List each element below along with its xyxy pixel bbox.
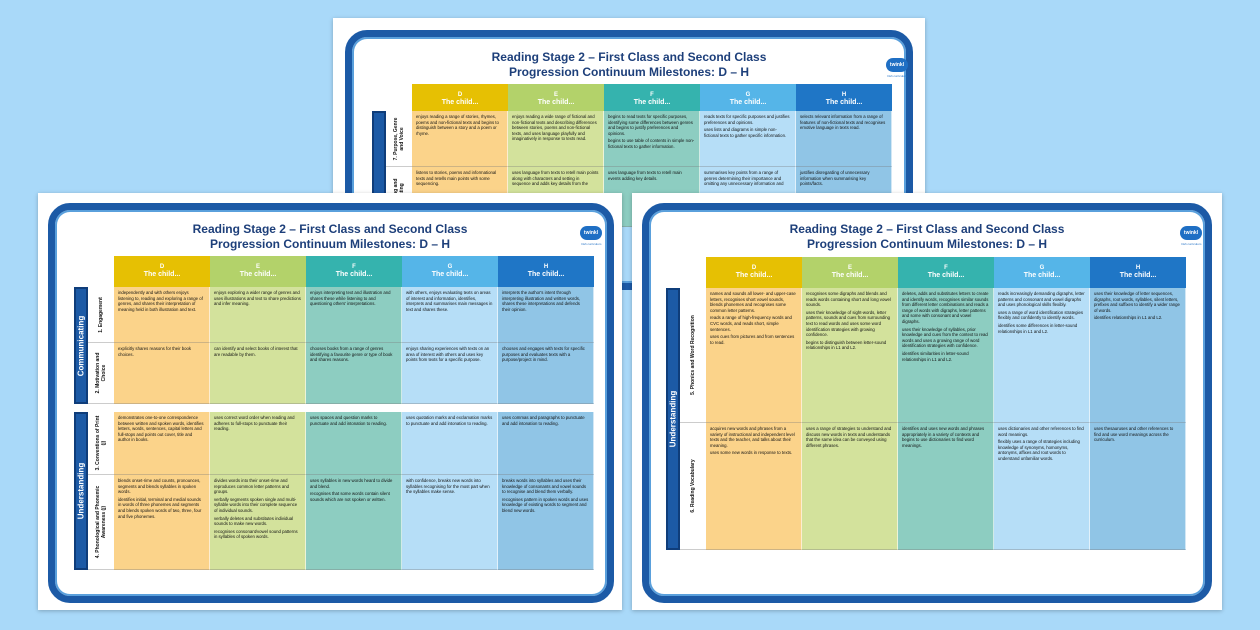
milestone-text: enjoys sharing experiences with texts on an area of interest with others and uses key points from texts for a specific purpose. [406, 346, 490, 363]
strand-label: Understanding [76, 462, 86, 520]
logo-subtext: Irish curriculum [887, 74, 908, 78]
document-subtitle: Progression Continuum Milestones: D – H [806, 237, 1048, 251]
column-header-d [706, 257, 802, 288]
column-letter: D [457, 92, 463, 98]
milestone-cell [1090, 423, 1186, 550]
milestone-text: acquires new words and phrases from a variety of instructional and independent level texts and the teacher, and talks about their meaning. [710, 426, 795, 448]
milestone-text: can identify and select books of interest that are readable by them. [214, 346, 298, 357]
milestone-text: verbally deletes and substitutes individual sounds to make new words. [214, 515, 294, 527]
outcome-label [88, 287, 114, 343]
milestone-cell [402, 343, 498, 404]
milestone-cell [306, 343, 402, 404]
outcome-label-text: 3. Conventions of Print (j) [95, 415, 107, 471]
milestone-cell [994, 423, 1090, 550]
milestone-text: reads texts for specific purposes and justifies preferences and opinions. [704, 114, 790, 125]
outcome-label [88, 343, 114, 404]
milestone-cell [898, 423, 994, 550]
column-letter: H [841, 92, 847, 98]
document-title: Reading Stage 2 – First Class and Second Class [192, 222, 468, 236]
milestone-text: divides words into their onset-rime and reproduces common letter patterns and groups. [214, 478, 289, 495]
column-label: The child... [1119, 272, 1157, 279]
milestone-text: uses a range of word identification strategies flexibly and confidently to identify words. [998, 309, 1084, 321]
milestone-text: uses language from texts to retell main points along with characters and setting in sequence and adds key details from the [512, 170, 599, 187]
milestone-text: uses spaces and question marks to punctuate and add intonation to reading. [310, 415, 387, 426]
milestone-cell [994, 288, 1090, 423]
milestone-text: begins to use table of contents in simple non-fictional texts to gather information. [608, 138, 695, 149]
strand-band [74, 287, 88, 404]
document-subtitle: Progression Continuum Milestones: D – H [508, 65, 750, 79]
milestone-text: enjoys reading a range of stories, rhymes, poems and non-fictional texts and begins to distinguish between a story and a poem or rhyme. [416, 114, 499, 136]
column-header-d [412, 84, 508, 111]
milestone-text: uses commas and paragraphs to punctuate and add intonation to reading. [502, 415, 585, 426]
milestone-text: selects relevant information from a range of features of non-fictional texts and recognises emotive language in texts read. [800, 114, 886, 131]
column-letter: D [159, 264, 165, 270]
milestone-text: identifies initial, terminal and medial sounds in words of three phonemes and segments and blends spoken words of two, three, four and five phonemes. [118, 496, 202, 519]
milestone-text: explicitly shares reasons for their book choices. [118, 346, 192, 357]
milestone-text: enjoys exploring a wider range of genres and uses illustrations and text to share predictions and infer meaning. [214, 290, 301, 307]
column-header-f [604, 84, 700, 111]
milestone-cell [796, 111, 892, 167]
column-header-d [114, 256, 210, 287]
milestone-text: uses quotation marks and exclamation marks to punctuate and add intonation to reading. [406, 415, 493, 426]
strand-label: Communicating [76, 315, 86, 376]
strand-band [74, 412, 88, 570]
milestone-text: flexibly uses a range of strategies including knowledge of synonyms, homonyms, antonyms, affixes and root words to understand unfamiliar words. [998, 439, 1080, 461]
column-label: The child... [729, 99, 767, 106]
milestone-cell [114, 412, 210, 475]
milestone-text: begins to distinguish between letter-sound relationships in L1 and L2. [806, 339, 887, 351]
column-header-f [898, 257, 994, 288]
milestone-text: independently and with others enjoys listening to, reading and exploring a range of genres, and shares their interpretation of meaning held in both illustration and text. [118, 290, 203, 312]
milestone-cell [306, 412, 402, 475]
column-label: The child... [527, 271, 565, 278]
column-label: The child... [633, 99, 671, 106]
milestone-text: uses their knowledge of letter sequences, digraphs, root words, syllables, silent letters, prefixes and suffixes to identify a wider range of words. [1094, 291, 1180, 313]
milestone-text: demonstrates one-to-one correspondence between written and spoken words, identifies letters, words, sentences, capital letters and full-stops and points out cover, title and author in books. [118, 415, 204, 443]
milestone-text: recognises some digraphs and blends and reads words containing short and long vowel sounds. [806, 291, 891, 308]
milestone-cell [114, 475, 210, 570]
milestone-text: summarises key points from a range of genres determining their importance and omitting any unnecessary information and [704, 170, 784, 187]
milestone-text: begins to read texts for specific purposes, identifying some differences between genres and begins to justify preferences and opinions. [608, 114, 693, 136]
column-header-h [796, 84, 892, 111]
milestone-cell [306, 475, 402, 570]
milestone-text: uses their knowledge of syllables, prior knowledge and cues from the context to read words and uses a growing range of word identification strategies with confidence. [902, 326, 988, 349]
column-label: The child... [431, 271, 469, 278]
milestone-cell [498, 412, 594, 475]
strand-label: Understanding [668, 390, 678, 448]
outcome-label [88, 475, 114, 570]
milestone-text: breaks words into syllables and uses their knowledge of consonants and vowel sounds to recognise and blend them verbally. [502, 478, 587, 495]
column-header-g [700, 84, 796, 111]
column-header-g [402, 256, 498, 287]
document-preview-left [38, 193, 622, 610]
milestone-text: uses correct word order when reading and adheres to full-stops to punctuate their reading. [214, 415, 295, 432]
column-header-e [508, 84, 604, 111]
column-letter: G [447, 264, 453, 270]
milestone-cell [604, 111, 700, 167]
milestone-text: chooses and engages with texts for specific purposes and evaluates texts with a purpose/project in mind. [502, 346, 585, 363]
milestone-text: identifies some differences in letter-sound relationships in L1 and L2. [998, 322, 1078, 334]
milestone-cell [802, 423, 898, 550]
milestone-cell [210, 343, 306, 404]
milestone-text: uses language from texts to retell main events adding key details. [608, 170, 682, 181]
milestone-cell [498, 475, 594, 570]
milestone-cell [402, 475, 498, 570]
milestone-cell [498, 287, 594, 343]
outcome-label [680, 423, 706, 550]
outcome-label-text: 1. Engagement [98, 296, 104, 333]
twinkl-logo: twinkl [580, 226, 602, 240]
outcome-label-text: 6. Reading Vocabulary [690, 459, 696, 513]
document-title: Reading Stage 2 – First Class and Second Class [491, 50, 767, 64]
milestone-cell [498, 343, 594, 404]
column-letter: E [847, 265, 852, 271]
milestone-cell [700, 111, 796, 167]
milestone-text: enjoys reading a wide range of fictional and non-fictional texts and describing differences between stories, poems and non-fictional texts, and uses language playfully and imaginatively in response to texts read. [512, 114, 597, 142]
milestone-cell [706, 423, 802, 550]
outcome-label-text: 5. Phonics and Word Recognition [690, 315, 696, 395]
document-preview-back [333, 18, 925, 200]
strand-band [666, 288, 680, 550]
outcome-label [680, 288, 706, 423]
milestone-text: uses cues from pictures and from sentences to read. [710, 334, 795, 345]
column-header-h [1090, 257, 1186, 288]
column-letter: F [650, 92, 654, 98]
milestone-text: uses their knowledge of sight-words, letter patterns, sounds and cues from surrounding text to read words and uses some word identification strategies with growing confidence. [806, 309, 891, 338]
milestone-cell [210, 475, 306, 570]
milestone-text: uses a range of strategies to understand and discuss new words in texts and understands that the same idea can be conveyed using different phrases. [806, 426, 892, 448]
outcome-label [386, 111, 412, 167]
column-letter: E [553, 92, 558, 98]
column-letter: G [1039, 265, 1045, 271]
column-label: The child... [239, 271, 277, 278]
document-subtitle: Progression Continuum Milestones: D – H [209, 237, 451, 251]
milestone-text: recognises consonant/vowel sound patterns in syllables of spoken words. [214, 528, 298, 540]
milestone-text: reads increasingly demanding digraphs, letter patterns and consonant and vowel digraphs and uses phonological skills flexibly. [998, 291, 1085, 308]
milestone-text: identifies relationships in L1 and L2. [1094, 315, 1163, 321]
milestone-cell [1090, 288, 1186, 423]
milestone-text: verbally segments spoken single and multi-syllable words into their complete sequence of individual sounds. [214, 496, 298, 513]
milestone-cell [306, 287, 402, 343]
milestone-text: justifies disregarding of unnecessary information when summarising key points/facts. [800, 170, 870, 187]
milestone-text: blends onset-rime and counts, pronounces, segments and blends syllables in spoken words. [118, 478, 201, 495]
milestone-cell [114, 287, 210, 343]
milestone-text: reads a range of high-frequency words and CVC words, and reads short, simple sentences. [710, 315, 792, 332]
milestone-cell [210, 287, 306, 343]
milestone-cell [210, 412, 306, 475]
milestone-text: uses thesauruses and other references to find and use word meanings across the curriculum. [1094, 426, 1174, 443]
milestone-cell [114, 343, 210, 404]
outcome-label-text: 4. Phonological and Phonemic Awareness (j) [95, 485, 107, 559]
milestone-text: deletes, adds and substitutes letters to create and identify words, recognises similar sounds from different letter combinations and reads a range of words with digraphs, letter patterns and some with consonant and vowel digraphs. [902, 291, 989, 324]
column-label: The child... [441, 99, 479, 106]
milestone-cell [802, 288, 898, 423]
milestone-text: uses dictionaries and other references to find word meanings. [998, 426, 1084, 437]
column-letter: G [745, 92, 751, 98]
logo-subtext: Irish curriculum [1181, 242, 1202, 246]
milestone-text: identifies similarities in letter-sound relationships in L1 and L2. [902, 350, 969, 362]
column-label: The child... [1023, 272, 1061, 279]
column-label: The child... [831, 272, 869, 279]
milestone-cell [508, 111, 604, 167]
column-label: The child... [927, 272, 965, 279]
milestone-text: uses lists and diagrams in simple non-fictional texts to gather specific information. [704, 127, 787, 138]
column-letter: F [352, 264, 356, 270]
document-preview-right [632, 193, 1222, 610]
milestone-cell [402, 412, 498, 475]
column-letter: H [1135, 265, 1141, 271]
milestone-text: enjoys interpreting text and illustration and shares these while listening to and questioning others' interpretations. [310, 290, 391, 307]
column-header-g [994, 257, 1090, 288]
column-label: The child... [735, 272, 773, 279]
milestone-text: names and sounds all lower- and upper-case letters, recognises short vowel sounds, blends phonemes and recognises some common letter patterns. [710, 291, 796, 313]
column-letter: E [255, 264, 260, 270]
twinkl-logo: twinkl [1180, 226, 1202, 240]
column-header-e [210, 256, 306, 287]
column-header-h [498, 256, 594, 287]
outcome-label-text: 7. Purpose, Genre and Voice [393, 117, 405, 160]
milestone-text: chooses books from a range of genres identifying a favourite genre or type of book and shares reasons. [310, 346, 393, 363]
column-label: The child... [537, 99, 575, 106]
milestone-text: with confidence, breaks new words into syllables recognising for the most part when the syllables make sense. [406, 478, 490, 495]
milestone-text: uses syllables in new words heard to divide and blend. [310, 478, 393, 489]
outcome-label [88, 412, 114, 475]
twinkl-logo: twinkl [886, 58, 908, 72]
milestone-cell [412, 111, 508, 167]
column-label: The child... [335, 271, 373, 278]
milestone-text: uses some new words in response to texts. [710, 450, 793, 456]
milestone-text: recognises pattern in spoken words and uses knowledge of existing words to segment and blend new words. [502, 496, 589, 513]
column-letter: H [543, 264, 549, 270]
milestone-cell [402, 287, 498, 343]
logo-subtext: Irish curriculum [581, 242, 602, 246]
outcome-label-text: 2. Motivation and Choice [95, 352, 107, 394]
milestone-cell [898, 288, 994, 423]
column-label: The child... [143, 271, 181, 278]
column-letter: F [944, 265, 948, 271]
column-header-f [306, 256, 402, 287]
milestone-text: identifies and uses new words and phrases appropriately in a variety of contexts and begins to use dictionaries to find word meanings. [902, 426, 985, 448]
column-header-e [802, 257, 898, 288]
milestone-text: with others, enjoys evaluating texts on areas of interest and information, identifies, interprets and summarises main messages in text and shares these. [406, 290, 493, 312]
column-letter: D [751, 265, 757, 271]
milestone-cell [706, 288, 802, 423]
document-title: Reading Stage 2 – First Class and Second Class [789, 222, 1065, 236]
milestone-text: listens to stories, poems and informational texts and retells main points with some sequencing. [416, 170, 497, 187]
milestone-text: interprets the author's intent through interpreting illustration and written words, shares these interpretations and defends their opinion. [502, 290, 581, 312]
milestone-text: recognises that some words contain silent sounds which are not spoken or written. [310, 491, 390, 502]
column-label: The child... [825, 99, 863, 106]
